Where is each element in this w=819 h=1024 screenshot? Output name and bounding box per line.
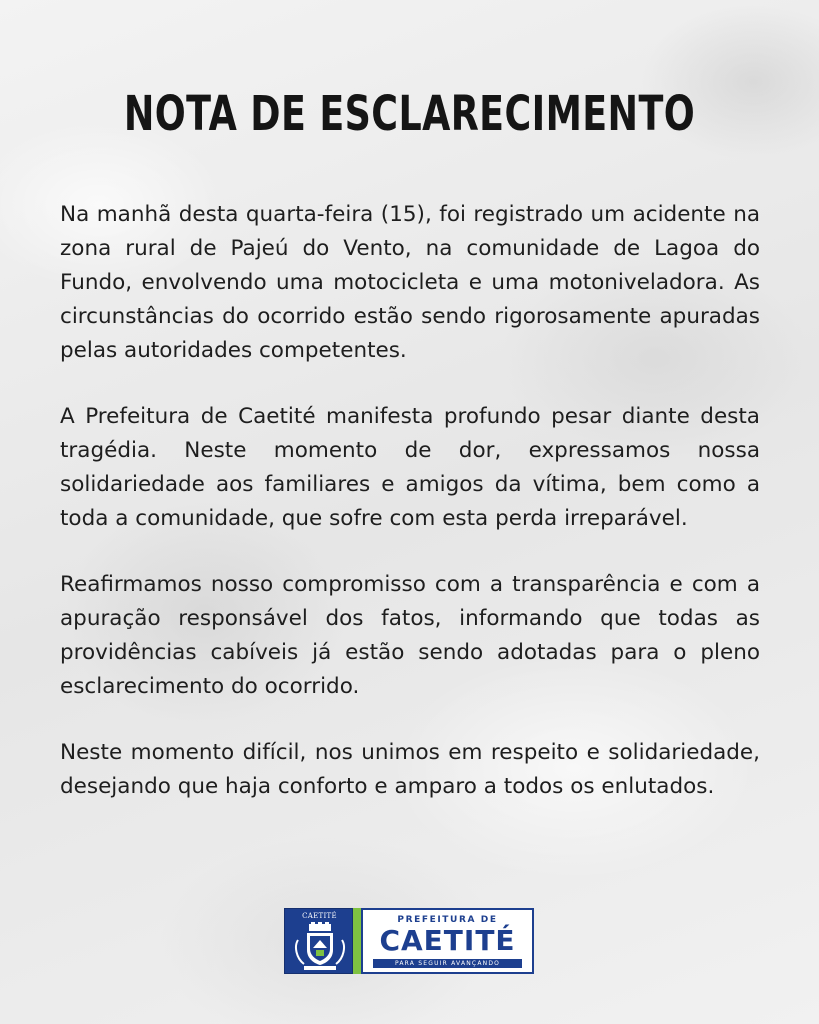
logo-name-box	[361, 908, 534, 974]
prefeitura-logo	[284, 908, 534, 974]
logo-green-bar	[353, 908, 361, 974]
paragraph-1: Na manhã desta quarta-feira (15), foi registrado um acidente na zona rural de Pajeú do Vento, na comunidade de Lagoa do Fundo, envolvendo uma motocicleta e uma motoniveladora. As circunstâncias do ocorrido estão sendo rigorosamente apuradas pelas autoridades competentes.	[60, 202, 760, 363]
crest-shield-icon	[294, 922, 346, 972]
logo-city-name: CAETITÉ	[379, 924, 516, 957]
paragraph-3: Reafirmamos nosso compromisso com a transparência e com a apuração responsável dos fatos, informando que todas as providências cabíveis já estão sendo adotadas para o pleno esclarecimento do ocorrido.	[60, 572, 760, 699]
page-title: NOTA DE ESCLARECIMENTO	[123, 86, 696, 142]
statement-body	[60, 198, 760, 836]
coat-of-arms-icon	[284, 908, 353, 974]
logo-slogan: PARA SEGUIR AVANÇANDO	[373, 959, 522, 968]
paragraph-4: Neste momento difícil, nos unimos em respeito e solidariedade, desejando que haja conforto e amparo a todos os enlutados.	[60, 740, 760, 799]
logo-prefix: PREFEITURA DE	[397, 915, 498, 925]
crest-city-label: CAETITÉ	[302, 912, 337, 920]
paragraph-2: A Prefeitura de Caetité manifesta profundo pesar diante desta tragédia. Neste momento de dor, expressamos nossa solidariedade aos familiares e amigos da vítima, bem como a toda a comunidade, que sofre com esta perda irreparável.	[60, 404, 760, 531]
